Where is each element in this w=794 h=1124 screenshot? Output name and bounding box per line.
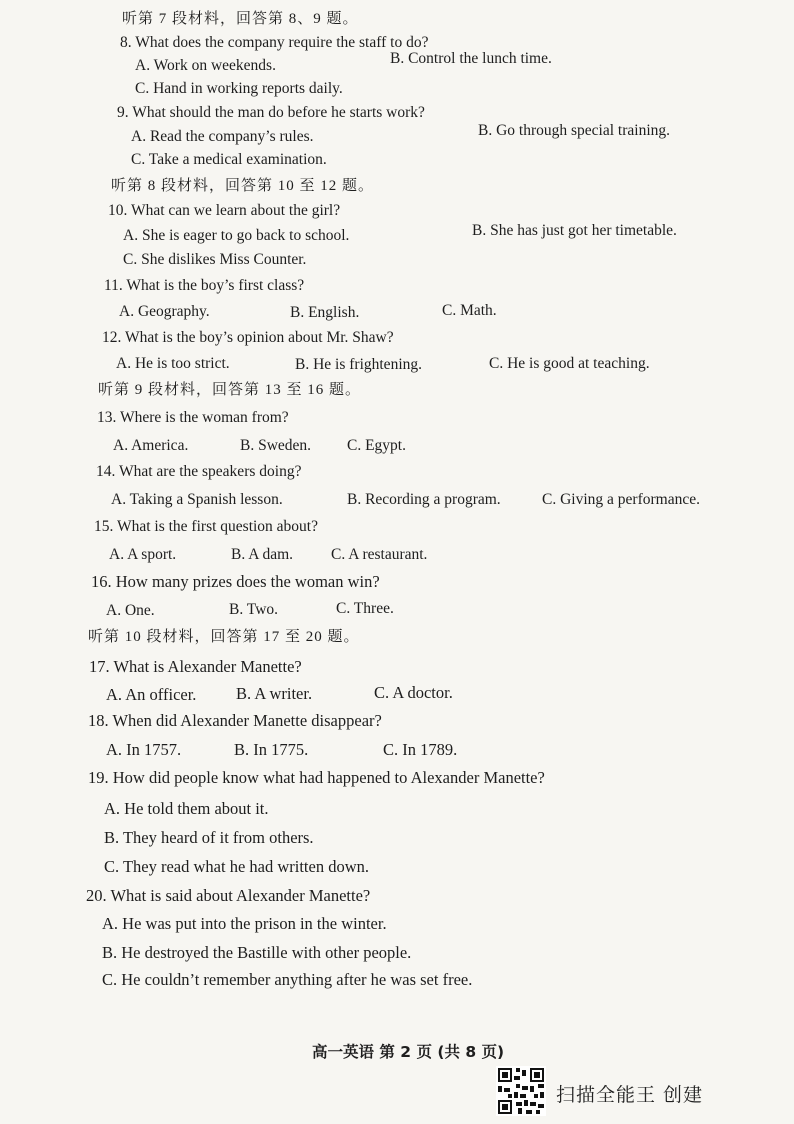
question-18: 18. When did Alexander Manette disappear? — [88, 711, 382, 730]
q12-option-c: C. He is good at teaching. — [489, 355, 650, 372]
q15-option-c: C. A restaurant. — [331, 546, 428, 563]
q17-option-c: C. A doctor. — [374, 683, 453, 702]
question-13: 13. Where is the woman from? — [97, 409, 289, 426]
q14-option-b: B. Recording a program. — [347, 491, 501, 508]
q19-option-c: C. They read what he had written down. — [104, 857, 369, 876]
q10-option-a: A. She is eager to go back to school. — [123, 227, 350, 244]
q20-option-c: C. He couldn’t remember anything after he was set free. — [102, 970, 473, 989]
scanner-watermark: 扫描全能王 创建 — [556, 1084, 704, 1106]
section-heading-7: 听第 7 段材料，回答第 8、9 题。 — [122, 11, 359, 27]
section-heading-8: 听第 8 段材料，回答第 10 至 12 题。 — [111, 178, 375, 194]
q14-option-a: A. Taking a Spanish lesson. — [111, 491, 283, 508]
question-17: 17. What is Alexander Manette? — [89, 657, 302, 676]
q15-option-b: B. A dam. — [231, 546, 294, 563]
q13-option-c: C. Egypt. — [347, 437, 406, 454]
q16-option-b: B. Two. — [229, 601, 279, 618]
q13-option-a: A. America. — [113, 437, 189, 454]
question-12: 12. What is the boy’s opinion about Mr. Shaw? — [102, 329, 394, 346]
section-heading-10: 听第 10 段材料，回答第 17 至 20 题。 — [88, 629, 360, 645]
q12-option-b: B. He is frightening. — [295, 356, 422, 373]
q10-option-b: B. She has just got her timetable. — [472, 222, 677, 239]
question-8: 8. What does the company require the staff to do? — [120, 34, 429, 51]
q10-option-c: C. She dislikes Miss Counter. — [123, 251, 307, 268]
question-14: 14. What are the speakers doing? — [96, 463, 302, 480]
q18-option-c: C. In 1789. — [383, 740, 458, 759]
q16-option-a: A. One. — [106, 602, 155, 619]
q11-option-c: C. Math. — [442, 302, 497, 319]
q9-option-a: A. Read the company’s rules. — [131, 128, 314, 145]
q12-option-a: A. He is too strict. — [116, 355, 230, 372]
q9-option-b: B. Go through special training. — [478, 122, 670, 139]
q9-option-c: C. Take a medical examination. — [131, 151, 327, 168]
q14-option-c: C. Giving a performance. — [542, 491, 700, 508]
page-footer: 高一英语 第 2 页 (共 8 页) — [312, 1043, 505, 1061]
question-9: 9. What should the man do before he starts work? — [117, 104, 425, 121]
q8-option-b: B. Control the lunch time. — [390, 50, 552, 67]
q20-option-b: B. He destroyed the Bastille with other people. — [102, 943, 412, 962]
q16-option-c: C. Three. — [336, 600, 394, 617]
q11-option-b: B. English. — [290, 304, 360, 321]
q20-option-a: A. He was put into the prison in the winter. — [102, 914, 387, 933]
q17-option-b: B. A writer. — [236, 684, 313, 703]
q11-option-a: A. Geography. — [119, 303, 210, 320]
question-11: 11. What is the boy’s first class? — [104, 277, 305, 294]
q15-option-a: A. A sport. — [109, 546, 177, 563]
q18-option-b: B. In 1775. — [234, 740, 309, 759]
q8-option-c: C. Hand in working reports daily. — [135, 80, 343, 97]
q19-option-b: B. They heard of it from others. — [104, 828, 314, 847]
question-10: 10. What can we learn about the girl? — [108, 202, 341, 219]
q13-option-b: B. Sweden. — [240, 437, 312, 454]
q8-option-a: A. Work on weekends. — [135, 57, 276, 74]
section-heading-9: 听第 9 段材料，回答第 13 至 16 题。 — [98, 382, 362, 398]
question-20: 20. What is said about Alexander Manette? — [86, 886, 371, 905]
question-15: 15. What is the first question about? — [94, 518, 318, 535]
question-19: 19. How did people know what had happened to Alexander Manette? — [88, 768, 545, 787]
question-16: 16. How many prizes does the woman win? — [91, 572, 380, 591]
qr-code-icon — [496, 1066, 546, 1116]
q17-option-a: A. An officer. — [106, 685, 197, 704]
q18-option-a: A. In 1757. — [106, 740, 182, 759]
q19-option-a: A. He told them about it. — [104, 799, 269, 818]
